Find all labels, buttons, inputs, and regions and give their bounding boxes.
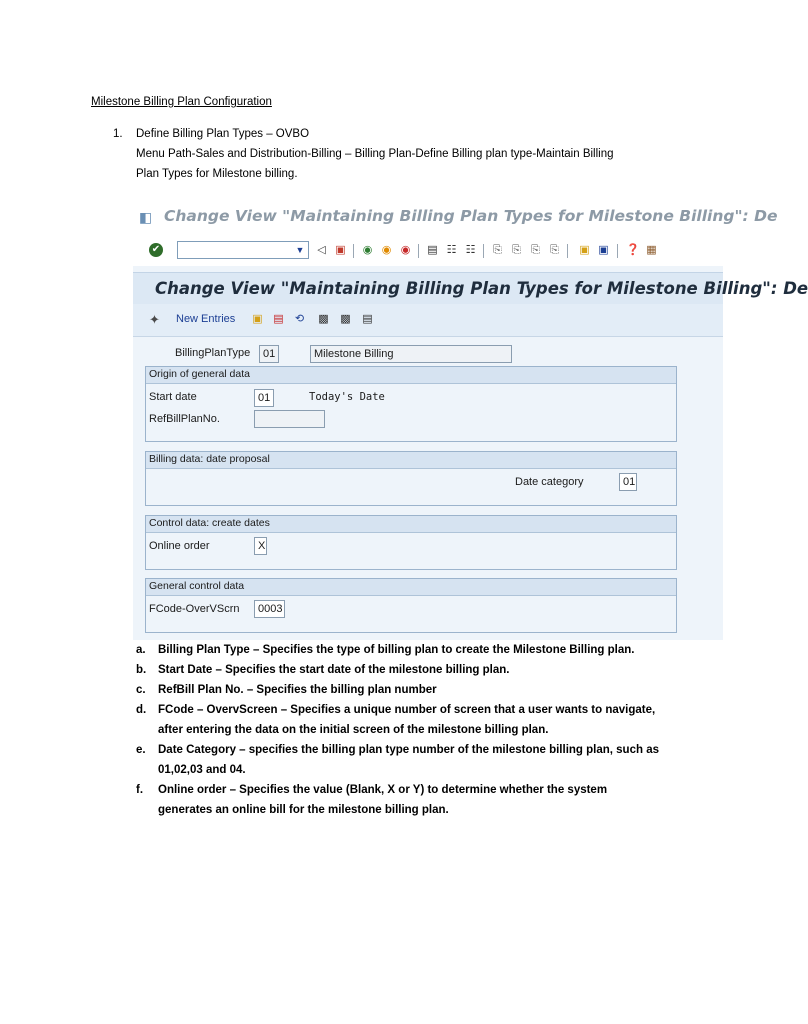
application-toolbar (133, 304, 723, 337)
refbill-plan-no-label: RefBillPlanNo. (149, 413, 220, 425)
list-item-text: Date Category – specifies the billing plan type number of the milestone billing plan, such as (158, 744, 659, 756)
select-block-icon[interactable]: ▩ (340, 313, 351, 325)
fcode-overvscrn-field[interactable]: 0003 (254, 600, 285, 618)
help-icon[interactable]: ❓ (626, 244, 640, 256)
online-order-label: Online order (149, 540, 210, 552)
general-control-data-group (145, 578, 677, 633)
next-page-icon[interactable]: ⎘ (531, 244, 540, 256)
toolbar-separator (418, 244, 419, 258)
last-page-icon[interactable]: ⎘ (550, 244, 559, 256)
list-item-text: Billing Plan Type – Specifies the type of billing plan to create the Milestone Billing plan. (158, 644, 635, 656)
step-1-menu-path: Menu Path-Sales and Distribution-Billing – Billing Plan-Define Billing plan type-Maintain Billing (136, 148, 614, 160)
list-marker: c. (136, 684, 146, 696)
list-item-text-continued: generates an online bill for the milestone billing plan. (158, 804, 449, 816)
customize-layout-icon[interactable]: ▦ (646, 244, 657, 256)
window-menu-icon[interactable]: ◧ (139, 209, 153, 225)
list-item-text: FCode – OvervScreen – Specifies a unique number of screen that a user wants to navigate, (158, 704, 656, 716)
previous-page-icon[interactable]: ⎘ (512, 244, 521, 256)
refbill-plan-no-field[interactable] (254, 410, 325, 428)
date-category-field[interactable]: 01 (619, 473, 637, 491)
step-1-heading: Define Billing Plan Types – OVBO (136, 128, 310, 140)
list-item-text-continued: 01,02,03 and 04. (158, 764, 246, 776)
start-date-label: Start date (149, 391, 197, 403)
toolbar-separator (483, 244, 484, 258)
toolbar-separator (617, 244, 618, 258)
billing-plan-type-description: Milestone Billing (310, 345, 512, 363)
find-next-icon[interactable]: ☷ (465, 244, 476, 256)
undo-icon[interactable]: ⟲ (294, 313, 305, 325)
list-item-text-continued: after entering the data on the initial screen of the milestone billing plan. (158, 724, 549, 736)
back-icon[interactable]: ◁ (317, 244, 326, 256)
command-field[interactable] (177, 241, 309, 259)
group-header (146, 367, 676, 384)
first-page-icon[interactable]: ⎘ (493, 244, 502, 256)
billing-plan-type-label: BillingPlanType (175, 347, 251, 359)
origin-group-title: Origin of general data (149, 368, 250, 380)
sap-window-title: Change View "Maintaining Billing Plan Types for Milestone Billing": De (164, 207, 778, 225)
list-marker: d. (136, 704, 147, 716)
toolbar-separator (353, 244, 354, 258)
group-header (146, 452, 676, 469)
list-item-text: Start Date – Specifies the start date of the milestone billing plan. (158, 664, 510, 676)
list-marker: e. (136, 744, 146, 756)
billing-data-date-proposal-group (145, 451, 677, 506)
step-1-menu-path-continued: Plan Types for Milestone billing. (136, 168, 298, 180)
list-marker: b. (136, 664, 147, 676)
list-marker: f. (136, 784, 144, 796)
copy-as-icon[interactable]: ▣ (252, 313, 263, 325)
list-item-text: RefBill Plan No. – Specifies the billing plan number (158, 684, 437, 696)
cancel-icon[interactable]: ◉ (381, 244, 392, 256)
sap-screenshot (133, 200, 808, 640)
stop-icon[interactable]: ◉ (400, 244, 411, 256)
save-icon[interactable]: ▣ (335, 244, 346, 256)
group-header (146, 579, 676, 596)
general-group-title: General control data (149, 580, 245, 592)
step-1-number: 1. (113, 128, 123, 140)
toolbar-separator (567, 244, 568, 258)
start-date-text: Today's Date (309, 391, 385, 403)
new-session-icon[interactable]: ▣ (579, 244, 590, 256)
document-title: Milestone Billing Plan Configuration (91, 96, 272, 108)
standard-toolbar (133, 236, 723, 266)
online-order-field[interactable]: X (254, 537, 267, 555)
enter-icon[interactable]: ✔ (149, 243, 163, 257)
screen-title: Change View "Maintaining Billing Plan Types for Milestone Billing": De (155, 279, 808, 298)
deselect-all-icon[interactable]: ▤ (362, 313, 373, 325)
fcode-overvscrn-label: FCode-OverVScrn (149, 603, 240, 615)
find-icon[interactable]: ☷ (446, 244, 457, 256)
print-icon[interactable]: ▤ (427, 244, 438, 256)
exit-icon[interactable]: ◉ (362, 244, 373, 256)
select-all-icon[interactable]: ▩ (318, 313, 329, 325)
control-group-title: Control data: create dates (149, 517, 270, 529)
new-entries-button[interactable]: New Entries (176, 313, 236, 325)
list-item-text: Online order – Specifies the value (Blank, X or Y) to determine whether the system (158, 784, 608, 796)
chevron-down-icon[interactable]: ▼ (295, 245, 305, 255)
sap-window-titlebar (133, 200, 778, 236)
screen-header (133, 272, 808, 305)
new-entries-icon[interactable]: ✦ (149, 312, 160, 327)
group-header (146, 516, 676, 533)
shortcut-icon[interactable]: ▣ (598, 244, 609, 256)
date-category-label: Date category (515, 476, 584, 488)
list-marker: a. (136, 644, 146, 656)
origin-of-general-data-group (145, 366, 677, 442)
control-data-create-dates-group (145, 515, 677, 570)
billing-plan-type-field: 01 (259, 345, 279, 363)
billing-group-title: Billing data: date proposal (149, 453, 270, 465)
delete-icon[interactable]: ▤ (273, 313, 284, 325)
start-date-field[interactable]: 01 (254, 389, 274, 407)
